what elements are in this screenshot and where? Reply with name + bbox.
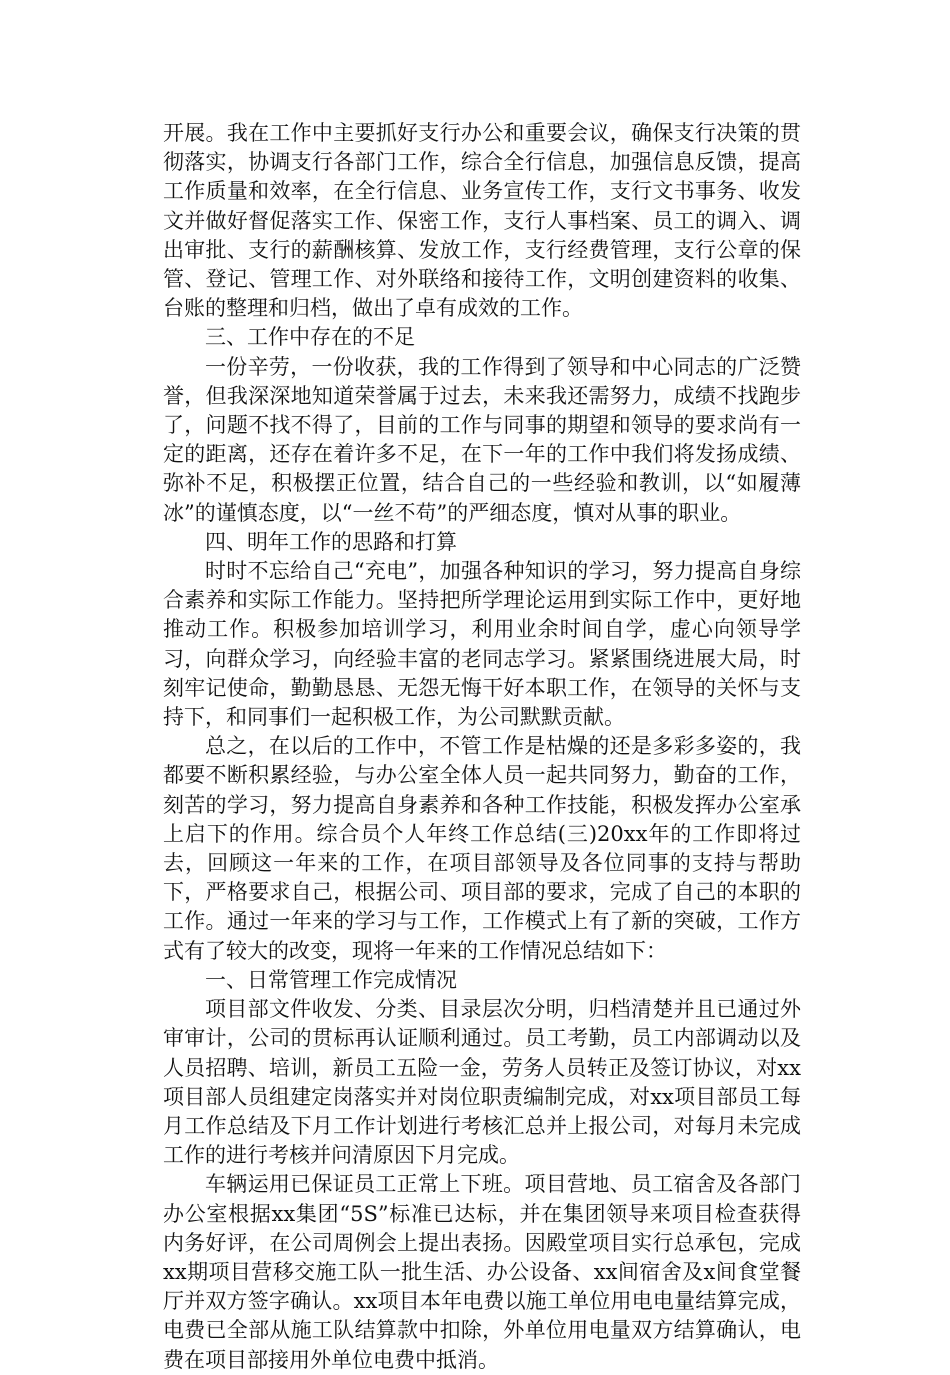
section-heading-daily-management: 一、日常管理工作完成情况: [205, 967, 457, 992]
paragraph-daily-management: 项目部文件收发、分类、目录层次分明，归档清楚并且已通过外审审计，公司的贯标再认证顺利通过。员工考勤，员工内部调动以及人员招聘、培训，新员工五险一金，劳务人员转正及签订协议，对xx项目部人员组建定岗落实并对岗位职责编制完成，对xx项目部员工每月工作总结及下月工作计划进行考核汇总并上报公司，对每月未完成工作的进行考核并问清原因下月完成。: [163, 997, 801, 1168]
paragraph-vehicles-facilities: 车辆运用已保证员工正常上下班。项目营地、员工宿舍及各部门办公室根据xx集团“5S”标准已达标，并在集团领导来项目检查获得内务好评，在公司周例会上提出表扬。因殿堂项目实行总承包，完成xx期项目营移交施工队一批生活、办公设备、xx间宿舍及x间食堂餐厅并双方签字确认。xx项目本年电费以施工单位用电电量结算完成，电费已全部从施工队结算款中扣除，外单位用电量双方结算确认，电费在项目部接用外单位电费中抵消。: [163, 1172, 801, 1372]
section-heading-next-year-plan: 四、明年工作的思路和打算: [205, 529, 457, 554]
paragraph-shortcomings: 一份辛劳，一份收获，我的工作得到了领导和中心同志的广泛赞誉，但我深深地知道荣誉属于过去，未来我还需努力，成绩不找跑步了，问题不找不得了，目前的工作与同事的期望和领导的要求尚有一定的距离，还存在着许多不足，在下一年的工作中我们将发扬成绩、弥补不足，积极摆正位置，结合自己的一些经验和教训，以“如履薄冰”的谨慎态度，以“一丝不苟”的严细态度，慎对从事的职业。: [163, 354, 801, 525]
paragraph-continued: 开展。我在工作中主要抓好支行办公和重要会议，确保支行决策的贯彻落实，协调支行各部门工作，综合全行信息，加强信息反馈，提高工作质量和效率，在全行信息、业务宣传工作，支行文书事务、收发文并做好督促落实工作、保密工作，支行人事档案、员工的调入、调出审批、支行的薪酬核算、发放工作，支行经费管理，支行公章的保管、登记、管理工作、对外联络和接待工作，文明创建资料的收集、台账的整理和归档，做出了卓有成效的工作。: [163, 121, 801, 321]
paragraph-summary: 总之，在以后的工作中，不管工作是枯燥的还是多彩多姿的，我都要不断积累经验，与办公室全体人员一起共同努力，勤奋的工作，刻苦的学习，努力提高自身素养和各种工作技能，积极发挥办公室承上启下的作用。综合员个人年终工作总结(三)20xx年的工作即将过去，回顾这一年来的工作，在项目部领导及各位同事的支持与帮助下，严格要求自己，根据公司、项目部的要求，完成了自己的本职的工作。通过一年来的学习与工作，工作模式上有了新的突破，工作方式有了较大的改变，现将一年来的工作情况总结如下：: [163, 734, 801, 963]
section-heading-shortcomings: 三、工作中存在的不足: [205, 325, 415, 350]
paragraph-next-year-plan: 时时不忘给自己“充电”，加强各种知识的学习，努力提高自身综合素养和实际工作能力。坚持把所学理论运用到实际工作中，更好地推动工作。积极参加培训学习，利用业余时间自学，虚心向领导学习，向群众学习，向经验丰富的老同志学习。紧紧围绕进展大局，时刻牢记使命，勤勤恳恳、无怨无悔干好本职工作，在领导的关怀与支持下，和同事们一起积极工作，为公司默默贡献。: [163, 559, 801, 730]
document-body: [163, 119, 801, 1375]
